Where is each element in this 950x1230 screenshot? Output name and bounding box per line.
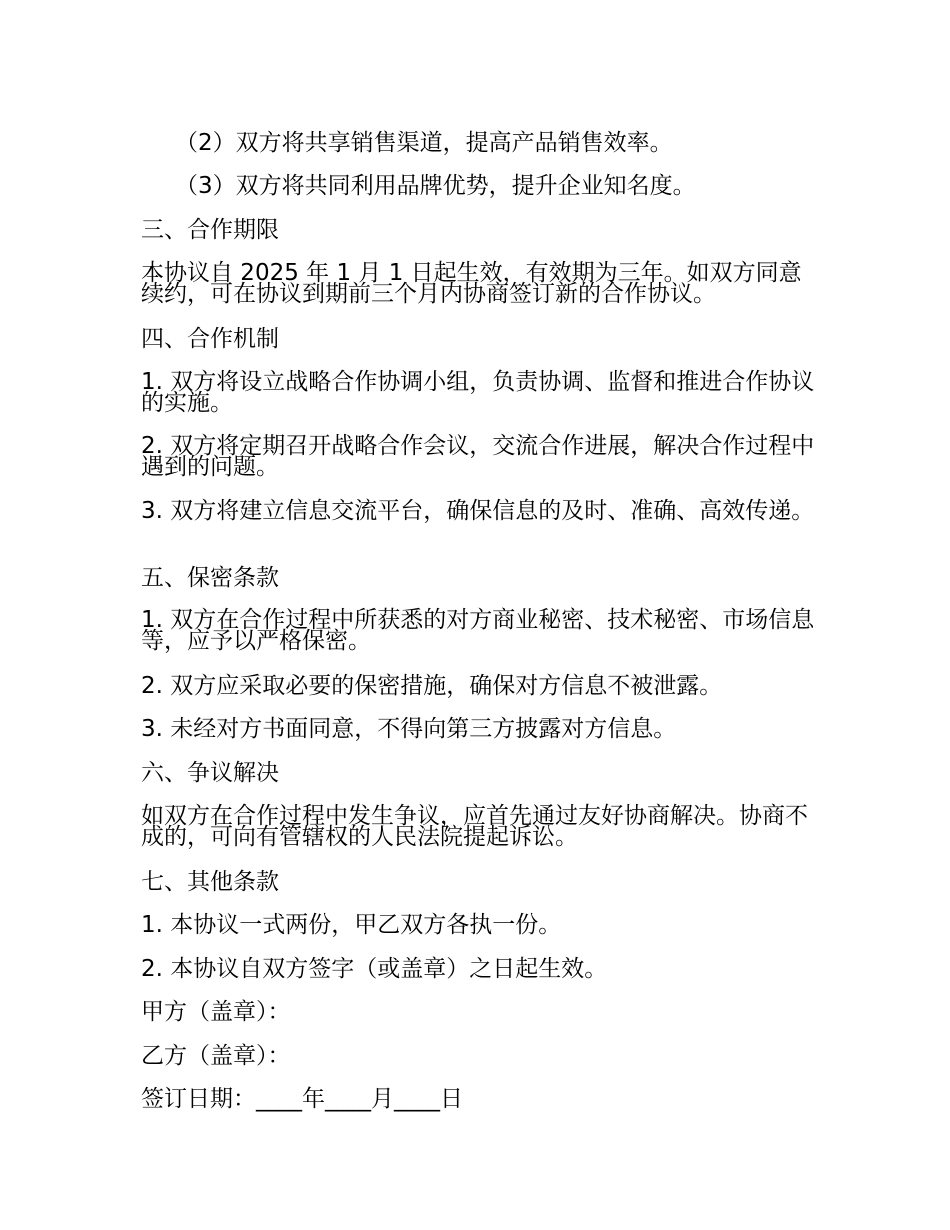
other-item-1: 1. 本协议一式两份，甲乙双方各执一份。 — [141, 912, 562, 938]
term-paragraph: 本协议自 2025 年 1 月 1 日起生效，有效期为三年。如双方同意续约，可在协议到期前三个月内协商签订新的合作协议。 — [141, 260, 802, 307]
party-a-seal: 甲方（盖章）： — [141, 999, 291, 1025]
section-heading-term: 三、合作期限 — [141, 217, 279, 243]
confidentiality-item-2: 2. 双方应采取必要的保密措施，确保对方信息不被泄露。 — [141, 673, 723, 699]
section-heading-mechanism: 四、合作机制 — [141, 326, 279, 352]
section-heading-confidentiality: 五、保密条款 — [141, 565, 279, 591]
confidentiality-item-1: 1. 双方在合作过程中所获悉的对方商业秘密、技术秘密、市场信息等，应予以严格保密。 — [141, 607, 815, 654]
clause-2-3: （3）双方将共同利用品牌优势，提升企业知名度。 — [175, 173, 696, 199]
mechanism-item-1: 1. 双方将设立战略合作协调小组，负责协调、监督和推进合作协议的实施。 — [141, 369, 815, 416]
other-item-2: 2. 本协议自双方签字（或盖章）之日起生效。 — [141, 956, 608, 982]
signing-date: 签订日期：____年____月____日 — [141, 1086, 463, 1112]
section-heading-other: 七、其他条款 — [141, 869, 279, 895]
clause-2-2: （2）双方将共享销售渠道，提高产品销售效率。 — [175, 130, 673, 156]
section-heading-dispute: 六、争议解决 — [141, 760, 279, 786]
dispute-paragraph: 如双方在合作过程中发生争议，应首先通过友好协商解决。协商不成的，可向有管辖权的人民法院提起诉讼。 — [141, 803, 808, 850]
confidentiality-item-3: 3. 未经对方书面同意，不得向第三方披露对方信息。 — [141, 716, 677, 742]
party-b-seal: 乙方（盖章）： — [141, 1043, 291, 1069]
mechanism-item-3: 3. 双方将建立信息交流平台，确保信息的及时、准确、高效传递。 — [141, 498, 815, 524]
mechanism-item-2: 2. 双方将定期召开战略合作会议，交流合作进展，解决合作过程中遇到的问题。 — [141, 433, 815, 480]
